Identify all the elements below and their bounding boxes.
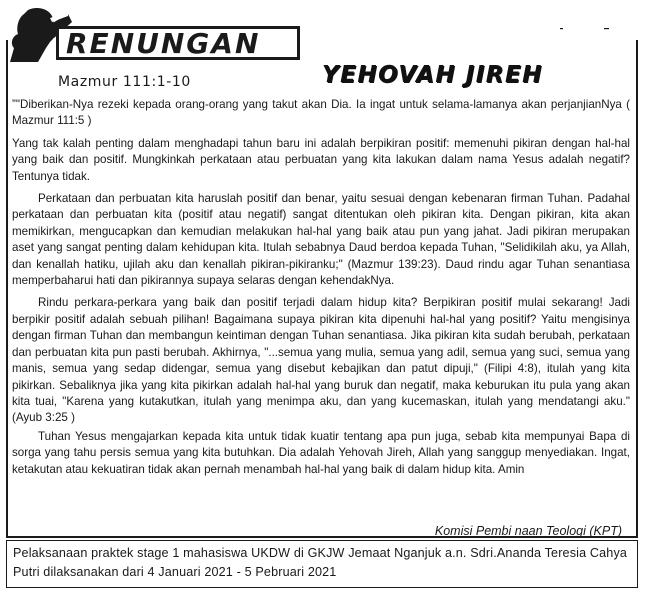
- opening-verse: ”"Diberikan-Nya rezeki kepada orang-orang yang takut akan Dia. Ia ingat untuk selama-lamanya akan perjanjianNya ( Mazmur 111:5 ): [12, 98, 630, 128]
- renungan-logo: [6, 4, 306, 62]
- logo-text: RENUNGAN: [66, 27, 261, 60]
- decorative-dashes: [560, 27, 630, 31]
- author-credit: Komisi Pembi naan Teologi (KPT): [434, 524, 622, 538]
- footer-note: Pelaksanaan praktek stage 1 mahasiswa UKDW di GKJW Jemaat Nganjuk a.n. Sdri.Ananda Teresia Cahya Putri dilaksanakan dari 4 Januari 2021 - 5 Pebruari 2021: [6, 540, 638, 588]
- paragraph: Rindu perkara-perkara yang baik dan positif terjadi dalam hidup kita? Berpikiran positif mulai sekarang! Jadi berpikir positif adalah sebuah pilihan! Bagaimana supaya pikiran kita dipenuhi hal-hal yang positif? Yaitu mengisinya dengan firman Tuhan dan membangun keintiman dengan Tuhan senantiasa. Jika pikiran kita sudah berubah, perkataan dan perbuatan kita pun pasti berubah. Akhirnya, "...semua yang mulia, semua yang adil, semua yang suci, semua yang manis, semua yang sedap didengar, semua yang disebut kebajikan dan patut dipuji," (Filipi 4:8), itulah yang kita pikirkan. Sebaliknya jika yang kita pikirkan adalah hal-hal yang buruk dan negatif, maka keburukan itu pula yang akan kita tuai, "Karena yang kutakutkan, itulah yang menimpa aku, dan yang kucemaskan, itulah yang mendatangi aku." (Ayub 3:25 ): [12, 296, 630, 425]
- article-title: YEHOVAH JIREH: [322, 62, 543, 88]
- paragraph: Tuhan Yesus mengajarkan kepada kita untuk tidak kuatir tentang apa pun juga, sebab kita mempunyai Bapa di sorga yang tahu persis semua yang kita butuhkan. Dia adalah Yehovah Jireh, Allah yang sanggup menyediakan. Ingat, ketakutan atau kekuatiran tidak akan pernah menambah hal-hal yang baik di dalam hidup kita. Amin: [12, 429, 630, 476]
- scripture-reference: Mazmur 111:1-10: [58, 74, 191, 90]
- paragraph: Yang tak kalah penting dalam menghadapi tahun baru ini adalah berpikiran positif: memenuhi pikiran dengan hal-hal yang baik dan positif. Mungkinkah perkataan atau perbuatan yang kita lakukan dalam nama Yesus adalah negatif? Tentunya tidak.: [12, 136, 630, 183]
- article-body: [12, 97, 630, 478]
- paragraph: Perkataan dan perbuatan kita haruslah positif dan benar, yaitu sesuai dengan kebenaran firman Tuhan. Padahal perkataan dan perbuatan kita (positif atau negatif) sangat ditentukan oleh pikiran kita. Dengan pikiran, kita akan memikirkan, mengucapkan dan kemudian melakukan hal-hal yang baik atau pun yang jahat. Jadi pikiran merupakan aset yang sangat penting dalam kehidupan kita. Itulah sebabnya Daud berdoa kepada Tuhan, "Selidikilah aku, ya Allah, dan kenallah hatiku, ujilah aku dan kenallah pikiran-pikiranku;" (Mazmur 139:23). Daud rindu agar Tuhan senantiasa memperbaharui hati dan pikirannya supaya selaras dengan kehendakNya.: [12, 192, 630, 288]
